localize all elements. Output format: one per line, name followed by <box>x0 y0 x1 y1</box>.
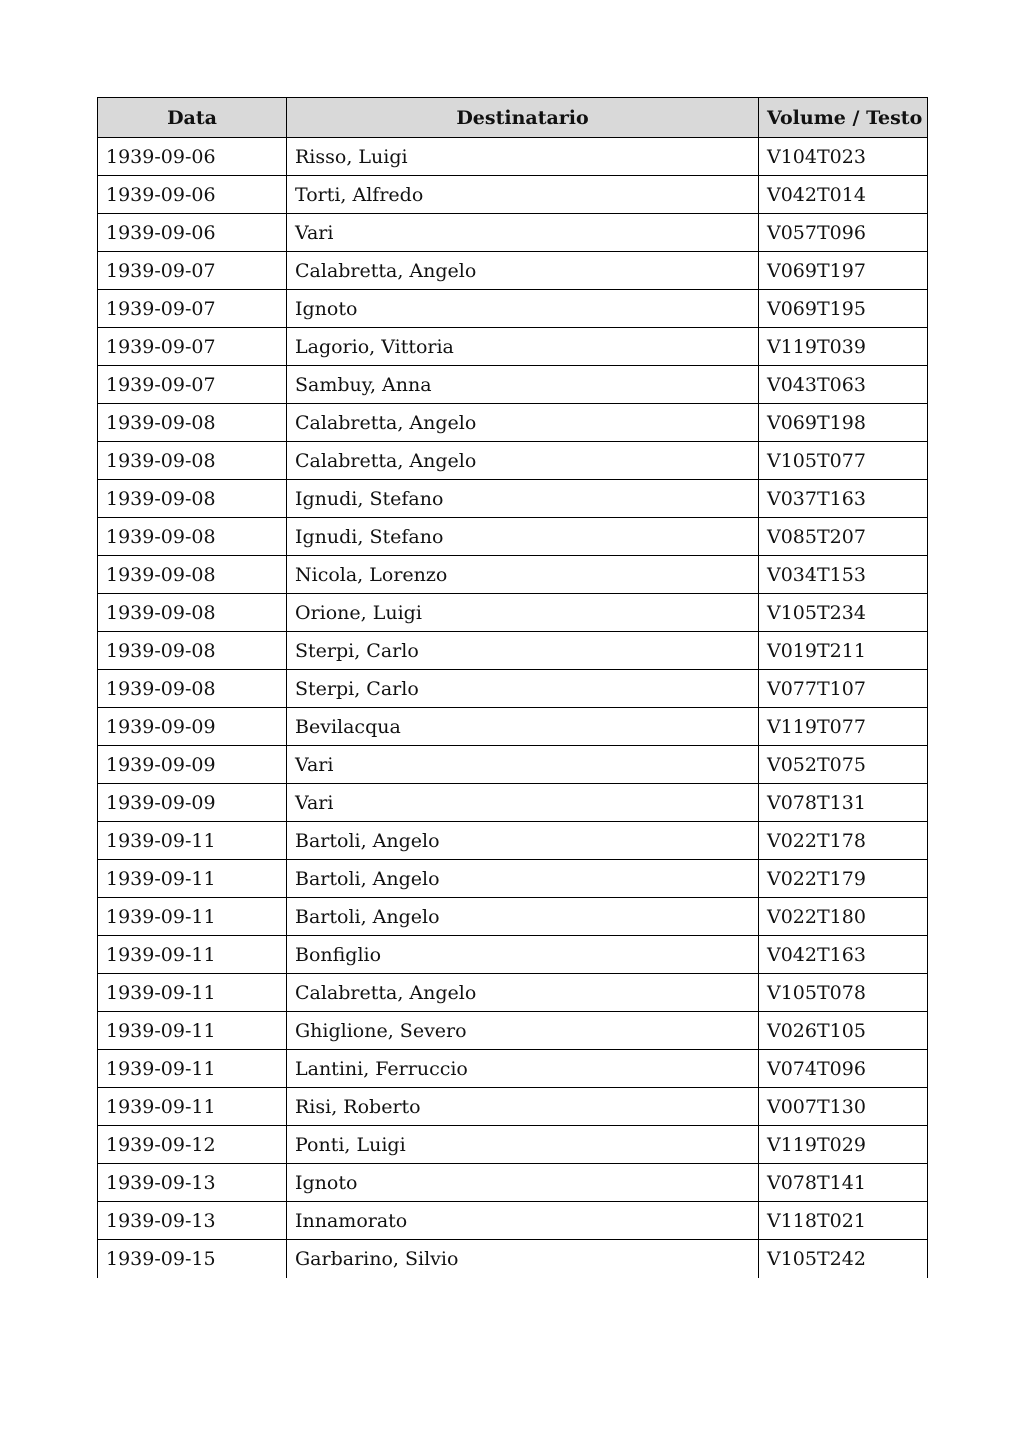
cell-date: 1939-09-08 <box>98 670 287 708</box>
cell-recipient: Sterpi, Carlo <box>287 670 759 708</box>
cell-recipient: Ignoto <box>287 1164 759 1202</box>
cell-recipient: Sambuy, Anna <box>287 366 759 404</box>
cell-volume-text: V022T178 <box>759 822 928 860</box>
table-row <box>98 518 928 556</box>
cell-volume-text: V119T077 <box>759 708 928 746</box>
cell-volume-text: V069T197 <box>759 252 928 290</box>
table-row <box>98 366 928 404</box>
cell-volume-text: V037T163 <box>759 480 928 518</box>
cell-date: 1939-09-06 <box>98 176 287 214</box>
cell-recipient: Bartoli, Angelo <box>287 822 759 860</box>
table-row <box>98 784 928 822</box>
table-row <box>98 556 928 594</box>
table-row <box>98 290 928 328</box>
cell-volume-text: V119T029 <box>759 1126 928 1164</box>
cell-date: 1939-09-09 <box>98 784 287 822</box>
cell-recipient: Sterpi, Carlo <box>287 632 759 670</box>
cell-volume-text: V119T039 <box>759 328 928 366</box>
cell-recipient: Nicola, Lorenzo <box>287 556 759 594</box>
cell-volume-text: V105T234 <box>759 594 928 632</box>
cell-volume-text: V022T180 <box>759 898 928 936</box>
header-data: Data <box>98 98 287 138</box>
cell-recipient: Bartoli, Angelo <box>287 860 759 898</box>
cell-date: 1939-09-15 <box>98 1240 287 1278</box>
table-row <box>98 1240 928 1278</box>
cell-date: 1939-09-08 <box>98 480 287 518</box>
table-row <box>98 632 928 670</box>
cell-date: 1939-09-07 <box>98 290 287 328</box>
cell-recipient: Ghiglione, Severo <box>287 1012 759 1050</box>
table-row <box>98 860 928 898</box>
cell-volume-text: V007T130 <box>759 1088 928 1126</box>
cell-volume-text: V069T195 <box>759 290 928 328</box>
cell-date: 1939-09-08 <box>98 404 287 442</box>
cell-recipient: Orione, Luigi <box>287 594 759 632</box>
table-row <box>98 328 928 366</box>
cell-date: 1939-09-08 <box>98 594 287 632</box>
cell-volume-text: V034T153 <box>759 556 928 594</box>
cell-volume-text: V118T021 <box>759 1202 928 1240</box>
cell-recipient: Calabretta, Angelo <box>287 974 759 1012</box>
letters-table <box>97 97 928 1278</box>
cell-date: 1939-09-07 <box>98 328 287 366</box>
table-row <box>98 1164 928 1202</box>
cell-volume-text: V078T141 <box>759 1164 928 1202</box>
table-row <box>98 746 928 784</box>
cell-recipient: Lagorio, Vittoria <box>287 328 759 366</box>
document-page <box>97 97 927 1278</box>
table-row <box>98 708 928 746</box>
cell-volume-text: V077T107 <box>759 670 928 708</box>
table-row <box>98 252 928 290</box>
table-row <box>98 480 928 518</box>
table-row <box>98 404 928 442</box>
cell-date: 1939-09-07 <box>98 252 287 290</box>
table-row <box>98 936 928 974</box>
cell-date: 1939-09-07 <box>98 366 287 404</box>
table-row <box>98 1050 928 1088</box>
cell-recipient: Calabretta, Angelo <box>287 252 759 290</box>
header-row <box>98 98 928 138</box>
cell-date: 1939-09-08 <box>98 556 287 594</box>
cell-recipient: Torti, Alfredo <box>287 176 759 214</box>
cell-volume-text: V104T023 <box>759 138 928 176</box>
cell-volume-text: V052T075 <box>759 746 928 784</box>
cell-date: 1939-09-08 <box>98 632 287 670</box>
cell-date: 1939-09-12 <box>98 1126 287 1164</box>
table-row <box>98 1202 928 1240</box>
cell-recipient: Calabretta, Angelo <box>287 404 759 442</box>
table-row <box>98 442 928 480</box>
cell-recipient: Garbarino, Silvio <box>287 1240 759 1278</box>
table-row <box>98 974 928 1012</box>
cell-date: 1939-09-06 <box>98 214 287 252</box>
cell-date: 1939-09-09 <box>98 708 287 746</box>
cell-date: 1939-09-11 <box>98 860 287 898</box>
table-row <box>98 670 928 708</box>
cell-volume-text: V022T179 <box>759 860 928 898</box>
cell-recipient: Vari <box>287 784 759 822</box>
cell-recipient: Calabretta, Angelo <box>287 442 759 480</box>
cell-date: 1939-09-08 <box>98 442 287 480</box>
cell-date: 1939-09-13 <box>98 1202 287 1240</box>
cell-recipient: Ignoto <box>287 290 759 328</box>
cell-volume-text: V105T078 <box>759 974 928 1012</box>
cell-volume-text: V043T063 <box>759 366 928 404</box>
cell-date: 1939-09-11 <box>98 1012 287 1050</box>
table-row <box>98 1126 928 1164</box>
cell-volume-text: V085T207 <box>759 518 928 556</box>
cell-volume-text: V042T014 <box>759 176 928 214</box>
cell-recipient: Vari <box>287 214 759 252</box>
table-row <box>98 898 928 936</box>
cell-date: 1939-09-11 <box>98 936 287 974</box>
cell-recipient: Ignudi, Stefano <box>287 480 759 518</box>
cell-date: 1939-09-11 <box>98 822 287 860</box>
cell-volume-text: V069T198 <box>759 404 928 442</box>
cell-volume-text: V042T163 <box>759 936 928 974</box>
cell-recipient: Innamorato <box>287 1202 759 1240</box>
table-row <box>98 214 928 252</box>
cell-recipient: Bartoli, Angelo <box>287 898 759 936</box>
cell-date: 1939-09-11 <box>98 1050 287 1088</box>
table-row <box>98 176 928 214</box>
table-row <box>98 594 928 632</box>
cell-recipient: Bevilacqua <box>287 708 759 746</box>
header-volume-testo: Volume / Testo <box>759 98 928 138</box>
cell-recipient: Risso, Luigi <box>287 138 759 176</box>
cell-volume-text: V078T131 <box>759 784 928 822</box>
table-row <box>98 1012 928 1050</box>
cell-volume-text: V074T096 <box>759 1050 928 1088</box>
cell-date: 1939-09-11 <box>98 974 287 1012</box>
cell-date: 1939-09-06 <box>98 138 287 176</box>
table-row <box>98 138 928 176</box>
cell-recipient: Ponti, Luigi <box>287 1126 759 1164</box>
header-destinatario: Destinatario <box>287 98 759 138</box>
table-row <box>98 822 928 860</box>
cell-date: 1939-09-11 <box>98 898 287 936</box>
cell-volume-text: V105T077 <box>759 442 928 480</box>
table-body <box>98 138 928 1278</box>
cell-date: 1939-09-09 <box>98 746 287 784</box>
cell-volume-text: V057T096 <box>759 214 928 252</box>
cell-date: 1939-09-08 <box>98 518 287 556</box>
cell-volume-text: V026T105 <box>759 1012 928 1050</box>
cell-recipient: Risi, Roberto <box>287 1088 759 1126</box>
cell-recipient: Ignudi, Stefano <box>287 518 759 556</box>
cell-date: 1939-09-11 <box>98 1088 287 1126</box>
cell-volume-text: V105T242 <box>759 1240 928 1278</box>
cell-recipient: Vari <box>287 746 759 784</box>
table-row <box>98 1088 928 1126</box>
cell-volume-text: V019T211 <box>759 632 928 670</box>
cell-recipient: Lantini, Ferruccio <box>287 1050 759 1088</box>
table-header <box>98 98 928 138</box>
cell-recipient: Bonfiglio <box>287 936 759 974</box>
cell-date: 1939-09-13 <box>98 1164 287 1202</box>
